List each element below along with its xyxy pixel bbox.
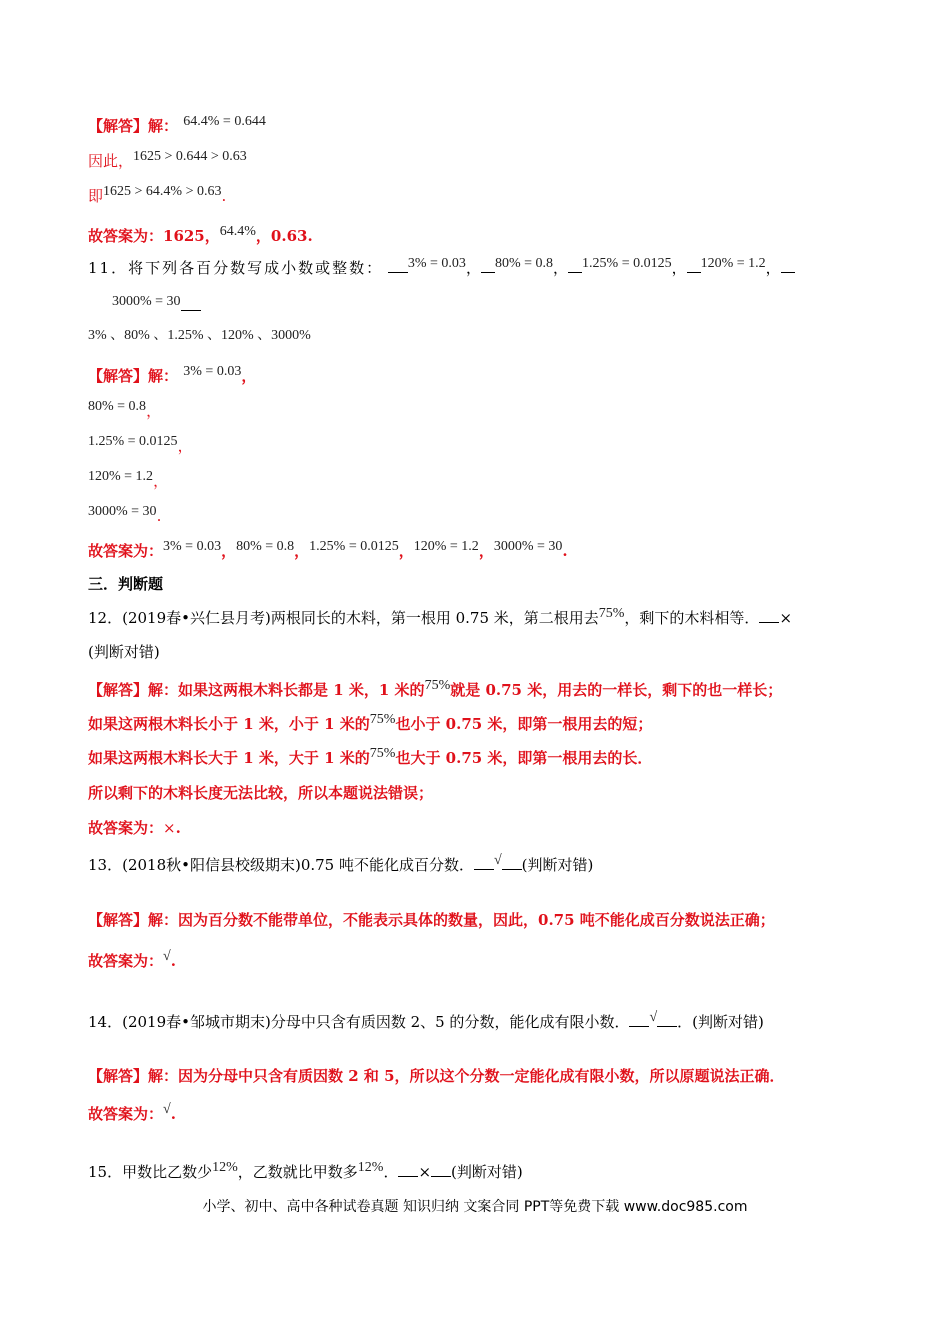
final-label: 故答案为： — [88, 819, 164, 837]
math-expression: 75% — [598, 606, 625, 621]
final-end: . — [170, 952, 176, 970]
math-expression: 3% = 0.03 — [183, 364, 242, 379]
math-expression: 3% 、80% 、1.25% 、120% 、3000% — [88, 328, 311, 343]
q14-answer — [88, 1066, 785, 1086]
q10-compare-line — [88, 151, 247, 173]
math-expression: 80% = 0.8 — [236, 539, 295, 554]
answer-tag: 【解答】 — [88, 1067, 149, 1085]
q11-question — [88, 258, 795, 280]
q11-final-answer — [88, 541, 568, 563]
blank-answer: √ — [649, 1010, 658, 1025]
question-text: ． — [383, 1163, 399, 1181]
final-mark: √ — [163, 1102, 171, 1117]
math-expression: 3% = 0.03 — [163, 539, 222, 554]
math-expression: 64.4% — [219, 224, 256, 239]
answer-label: 解： — [148, 117, 179, 135]
q14-question — [88, 1012, 764, 1034]
q12-answer-2 — [88, 714, 652, 736]
punct: ， — [465, 259, 481, 277]
q10-compare-line-2 — [88, 186, 226, 208]
question-text: ，乙数就比甲数多 — [237, 1163, 358, 1181]
q12-answer-3 — [88, 748, 652, 770]
math-expression: 1625 > 64.4% > 0.63 — [103, 184, 222, 199]
punct: ， — [765, 259, 781, 277]
answer-text: 解：如果这两根木料长都是 1 米，1 米的 — [148, 681, 425, 699]
question-text: (判断对错) — [521, 856, 594, 874]
answer-tag: 【解答】 — [88, 117, 149, 135]
text: 因此， — [88, 152, 134, 170]
question-text: 11．将下列各百分数写成小数或整数： — [88, 259, 384, 277]
q11-answer-5 — [88, 506, 161, 528]
answer-tag: 【解答】 — [88, 367, 149, 385]
section-title: 三．判断题 — [88, 575, 164, 593]
punct: ， — [671, 259, 687, 277]
q10-answer-line — [88, 116, 266, 138]
q12-final-answer — [88, 818, 181, 838]
q13-final-answer — [88, 951, 176, 973]
final-mark: × — [163, 819, 176, 837]
question-text: 14．(2019春•邹城市期末)分母中只含有质因数 2、5 的分数，能化成有限小数． — [88, 1013, 630, 1031]
page-footer: 小学、初中、高中各种试卷真题 知识归纳 文案合同 PPT等免费下载 www.doc985.com — [202, 1199, 748, 1215]
q12-question-cont: (判断对错) — [88, 643, 160, 661]
blank-answer: × — [418, 1163, 432, 1181]
answer-text: 也小于 0.75 米，即第一根用去的短； — [395, 715, 653, 733]
math-expression: 3000% = 30 — [493, 539, 563, 554]
blank-answer: 3% = 0.03 — [407, 256, 466, 271]
answer-tag: 【解答】 — [88, 681, 149, 699]
blank-answer: × — [779, 609, 793, 627]
punct: ， — [146, 402, 162, 420]
final-end: . — [170, 1105, 176, 1123]
punct: . — [156, 507, 162, 525]
math-expression: 75% — [424, 678, 451, 693]
math-expression: 1.25% = 0.0125 — [309, 539, 399, 554]
q11-answer-4 — [88, 471, 168, 493]
q13-question — [88, 855, 593, 877]
question-text: 15．甲数比乙数少 — [88, 1163, 213, 1181]
question-text: 13．(2018秋•阳信县校级期末)0.75 吨不能化成百分数． — [88, 856, 474, 874]
blank-answer: 120% = 1.2 — [700, 256, 766, 271]
punct: ， — [553, 259, 569, 277]
answer-text: 如果这两根木料长大于 1 米，大于 1 米的 — [88, 749, 370, 767]
q14-final-answer — [88, 1104, 176, 1126]
punct: ， — [153, 472, 169, 490]
punct: . — [562, 542, 568, 560]
question-text: ．(判断对错) — [677, 1013, 764, 1031]
final-label: 故答案为： — [88, 952, 164, 970]
question-text: 12．(2019春•兴仁县月考)两根同长的木料，第一根用 0.75 米，第二根用去 — [88, 609, 599, 627]
math-expression: 120% = 1.2 — [88, 469, 154, 484]
blank-answer: 80% = 0.8 — [494, 256, 554, 271]
answer-tag: 【解答】 — [88, 911, 149, 929]
punct: ， — [177, 437, 193, 455]
q13-answer — [88, 910, 775, 930]
answer-text: 也大于 0.75 米，即第一根用去的长． — [395, 749, 653, 767]
blank-answer: 3000% = 30 — [112, 294, 181, 309]
math-expression: 12% — [357, 1160, 384, 1175]
q15-question — [88, 1162, 523, 1184]
final-end: . — [175, 819, 181, 837]
punct: . — [221, 187, 227, 205]
final-end: ，0.63. — [255, 227, 313, 245]
blank-answer: 1.25% = 0.0125 — [582, 256, 672, 271]
math-expression: 3000% = 30 — [88, 504, 157, 519]
question-text: ，剩下的木料相等． — [624, 609, 760, 627]
q11-answer-line — [88, 366, 256, 388]
q10-final-answer — [88, 226, 313, 248]
math-expression: 12% — [212, 1160, 238, 1175]
math-expression: 64.4% = 0.644 — [183, 114, 266, 129]
q11-question-cont — [112, 296, 201, 318]
final-label: 故答案为： — [88, 1105, 164, 1123]
answer-text: 就是 0.75 米，用去的一样长，剩下的也一样长； — [450, 681, 783, 699]
math-expression: 80% = 0.8 — [88, 399, 147, 414]
math-expression: 1.25% = 0.0125 — [88, 434, 178, 449]
answer-text: 解：因为分母中只含有质因数 2 和 5，所以这个分数一定能化成有限小数，所以原题说法正确． — [148, 1067, 785, 1085]
punct: ， — [241, 367, 257, 385]
blank-answer: √ — [493, 853, 502, 868]
q11-answer-3 — [88, 436, 193, 458]
answer-text: 解：因为百分数不能带单位，不能表示具体的数量，因此，0.75 吨不能化成百分数说法正确； — [148, 911, 775, 929]
q11-given-values — [88, 330, 311, 352]
punct: ， — [221, 542, 237, 560]
text: 即 — [88, 187, 104, 205]
punct: ， — [478, 542, 494, 560]
math-expression: 120% = 1.2 — [413, 539, 479, 554]
q12-question — [88, 608, 792, 630]
math-expression: 1625 > 0.644 > 0.63 — [133, 149, 247, 164]
math-expression: 75% — [369, 746, 396, 761]
q12-answer-1 — [88, 680, 782, 702]
punct: ， — [294, 542, 310, 560]
answer-text: 如果这两根木料长小于 1 米，小于 1 米的 — [88, 715, 370, 733]
punct: ， — [398, 542, 414, 560]
answer-label: 解： — [148, 367, 179, 385]
final-label: 故答案为：1625， — [88, 227, 220, 245]
math-expression: 75% — [369, 712, 396, 727]
final-mark: √ — [163, 949, 171, 964]
final-label: 故答案为： — [88, 542, 164, 560]
q11-answer-2 — [88, 401, 161, 423]
question-text: (判断对错) — [451, 1163, 523, 1181]
q12-answer-4: 所以剩下的木料长度无法比较，所以本题说法错误； — [88, 784, 434, 802]
